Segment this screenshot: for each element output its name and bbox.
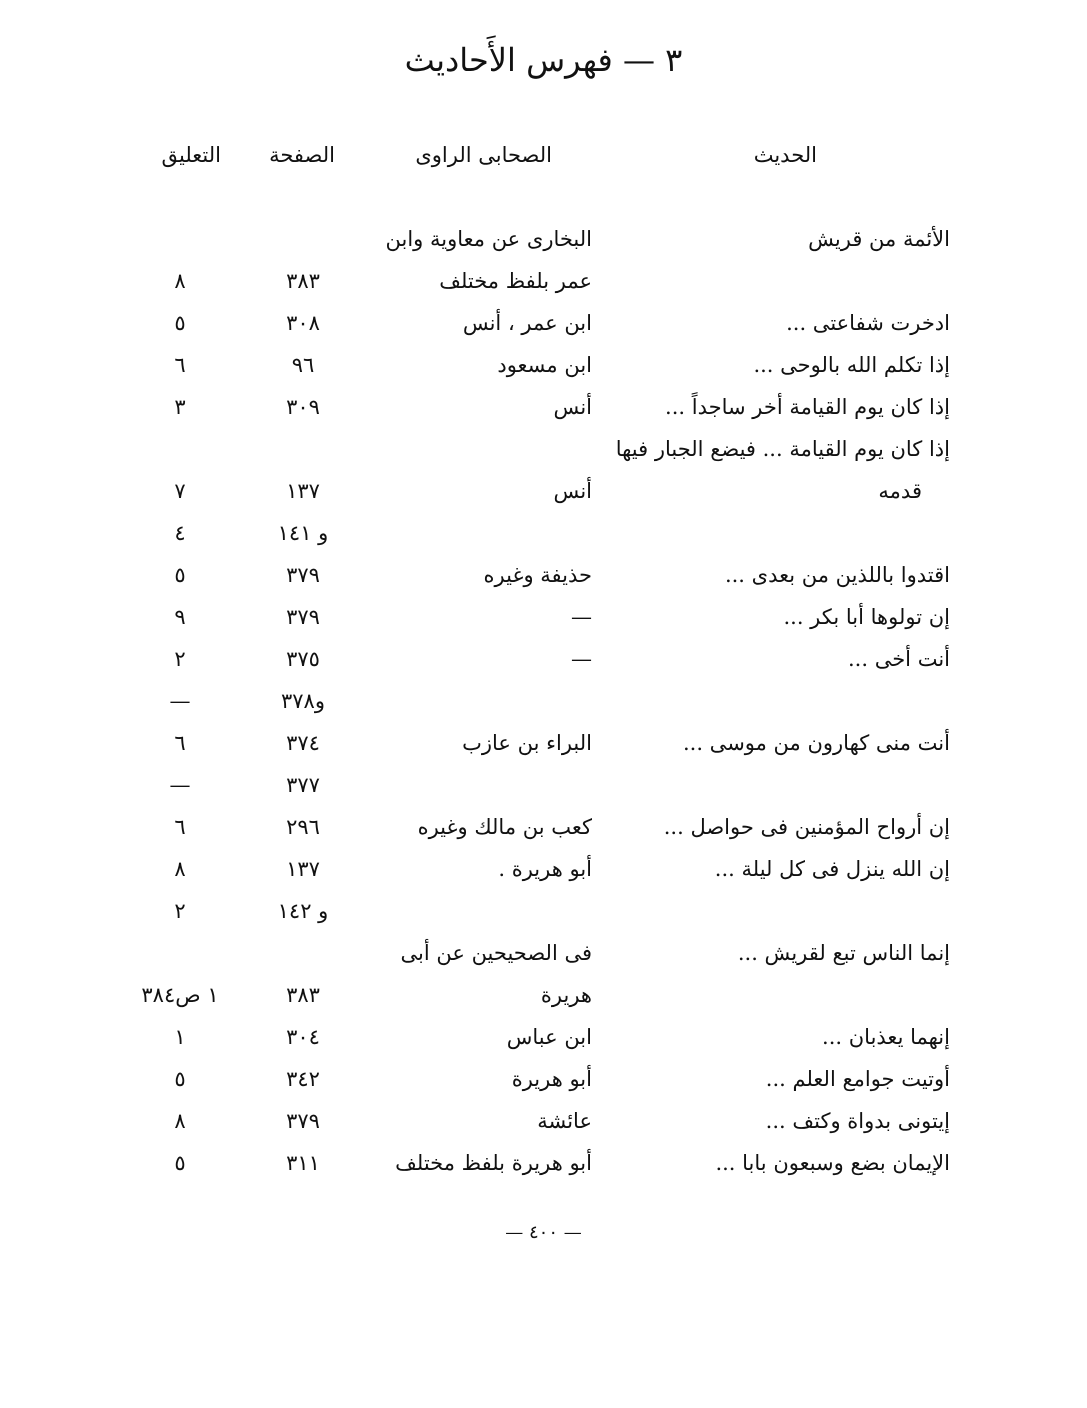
note-cell <box>130 428 230 470</box>
table-row <box>0 638 1087 680</box>
note-cell: ٦ <box>174 815 186 839</box>
page-number-cell: ٣٠٨ <box>286 311 320 335</box>
narrator-text: ابن عباس <box>506 1025 592 1049</box>
table-row <box>0 596 1087 638</box>
table-row <box>0 1100 1087 1142</box>
table-row <box>0 428 1087 470</box>
note-cell: ٥ <box>174 563 186 587</box>
hadith-text: أنت منى كهارون من موسى ... <box>682 731 950 755</box>
narrator-text: أنس <box>553 479 592 503</box>
table-row <box>0 890 1087 932</box>
hadith-text: إذا تكلم الله بالوحى ... <box>753 353 950 377</box>
page-number-cell: و ١٤١ <box>277 521 329 545</box>
note-cell: ١ <box>174 1025 186 1049</box>
narrator-text: ابن مسعود <box>497 353 592 377</box>
table-row <box>0 1016 1087 1058</box>
note-cell: — <box>169 773 191 797</box>
narrator-text: البراء بن عازب <box>462 731 592 755</box>
table-row <box>0 512 1087 554</box>
hadith-text: إنهما يعذبان ... <box>822 1025 950 1049</box>
note-cell: ٤ <box>174 521 186 545</box>
note-cell: ٦ <box>174 731 186 755</box>
table-row <box>0 470 1087 512</box>
note-cell: ٨ <box>174 857 186 881</box>
table-row <box>0 260 1087 302</box>
page-number-cell: ٣٨٣ <box>286 983 320 1007</box>
note-cell: ٢ <box>174 647 186 671</box>
narrator-text: أبو هريرة <box>511 1067 592 1091</box>
narrator-text: هريرة <box>540 983 592 1007</box>
page-number-cell: ٣٧٧ <box>286 773 320 797</box>
table-row <box>0 302 1087 344</box>
table-row <box>0 1058 1087 1100</box>
narrator-text: أبو هريرة . <box>498 857 592 881</box>
note-cell: ٧ <box>174 479 186 503</box>
hadith-text: إذا كان يوم القيامة ... فيضع الجبار فيها <box>615 437 950 461</box>
page-number-cell: ٣٧٥ <box>286 647 320 671</box>
narrator-text: البخارى عن معاوية وابن <box>385 227 592 251</box>
page-number-cell: ٩٦ <box>291 353 315 377</box>
page-number-cell: ١٣٧ <box>286 479 320 503</box>
page-number-cell: و ١٤٢ <box>277 899 329 923</box>
note-cell: ٦ <box>174 353 186 377</box>
table-row <box>0 386 1087 428</box>
hadith-text: إنما الناس تبع لقريش ... <box>737 941 950 965</box>
hadith-text: أوتيت جوامع العلم ... <box>765 1067 950 1091</box>
page-number-cell: ٣٧٩ <box>286 563 320 587</box>
note-cell: ٩ <box>174 605 186 629</box>
hadith-text: إن الله ينزل فى كل ليلة ... <box>714 857 950 881</box>
page-number-cell: ٣٤٢ <box>286 1067 320 1091</box>
table-row <box>0 932 1087 974</box>
note-cell: ٢ <box>174 899 186 923</box>
narrator-text: — <box>571 605 592 629</box>
table-row <box>0 344 1087 386</box>
narrator-text: ابن عمر ، أنس <box>462 311 592 335</box>
page-number-cell: و٣٧٨ <box>281 689 325 713</box>
table-row <box>0 764 1087 806</box>
page-number-cell: ٣٠٩ <box>286 395 320 419</box>
hadith-text: الإيمان بضع وسبعون بابا ... <box>715 1151 950 1175</box>
header-narrator: الصحابى الراوى <box>415 143 552 167</box>
page-number-cell <box>268 218 338 260</box>
page-number-cell: ٣١١ <box>286 1151 320 1175</box>
table-row <box>0 722 1087 764</box>
table-row <box>0 806 1087 848</box>
narrator-text: أبو هريرة بلفظ مختلف <box>395 1151 592 1175</box>
note-cell: ١ ص٣٨٤ <box>141 983 219 1007</box>
table-row <box>0 680 1087 722</box>
table-row <box>0 974 1087 1016</box>
page-number-cell: ٣٧٩ <box>286 605 320 629</box>
note-cell: ٨ <box>174 1109 186 1133</box>
hadith-text: قدمه <box>878 479 922 503</box>
header-page: الصفحة <box>269 143 335 167</box>
narrator-text: عائشة <box>537 1109 592 1133</box>
hadith-text: إيتونى بدواة وكتف ... <box>765 1109 950 1133</box>
page-number: — ٤٠٠ — <box>505 1222 582 1243</box>
table-row <box>0 554 1087 596</box>
hadith-text: اقتدوا باللذين من بعدى ... <box>724 563 950 587</box>
page-number-cell: ٣٧٤ <box>286 731 320 755</box>
narrator-text: كعب بن مالك وغيره <box>417 815 592 839</box>
table-row <box>0 848 1087 890</box>
page-title: ٣ — فهرس الأَحاديث <box>404 41 683 79</box>
narrator-text: أنس <box>553 395 592 419</box>
table-row <box>0 218 1087 260</box>
page-number-cell <box>268 428 338 470</box>
page-number-cell: ٣٠٤ <box>286 1025 320 1049</box>
narrator-text: عمر بلفظ مختلف <box>439 269 592 293</box>
narrator-text: — <box>571 647 592 671</box>
page-number-cell: ٣٨٣ <box>286 269 320 293</box>
header-note: التعليق <box>161 143 221 167</box>
header-hadith: الحديث <box>753 143 817 167</box>
hadith-text: إذا كان يوم القيامة أخر ساجداً ... <box>665 395 950 419</box>
page-number-cell: ٢٩٦ <box>286 815 320 839</box>
page-number-cell <box>268 932 338 974</box>
page-number-cell: ١٣٧ <box>286 857 320 881</box>
narrator-text: فى الصحيحين عن أبى <box>400 941 592 965</box>
page-number-cell: ٣٧٩ <box>286 1109 320 1133</box>
note-cell: ٨ <box>174 269 186 293</box>
note-cell: ٣ <box>174 395 186 419</box>
hadith-text: الأئمة من قريش <box>808 227 950 251</box>
table-row <box>0 1142 1087 1184</box>
note-cell: ٥ <box>174 1151 186 1175</box>
narrator-text: حذيفة وغيره <box>483 563 592 587</box>
hadith-text: إن أرواح المؤمنين فى حواصل ... <box>663 815 950 839</box>
hadith-text: أنت أخى ... <box>848 647 950 671</box>
note-cell: ٥ <box>174 1067 186 1091</box>
note-cell <box>130 218 230 260</box>
hadith-text: إن تولوها أبا بكر ... <box>783 605 950 629</box>
note-cell <box>130 932 230 974</box>
note-cell: — <box>169 689 191 713</box>
hadith-text: ادخرت شفاعتى ... <box>786 311 950 335</box>
note-cell: ٥ <box>174 311 186 335</box>
